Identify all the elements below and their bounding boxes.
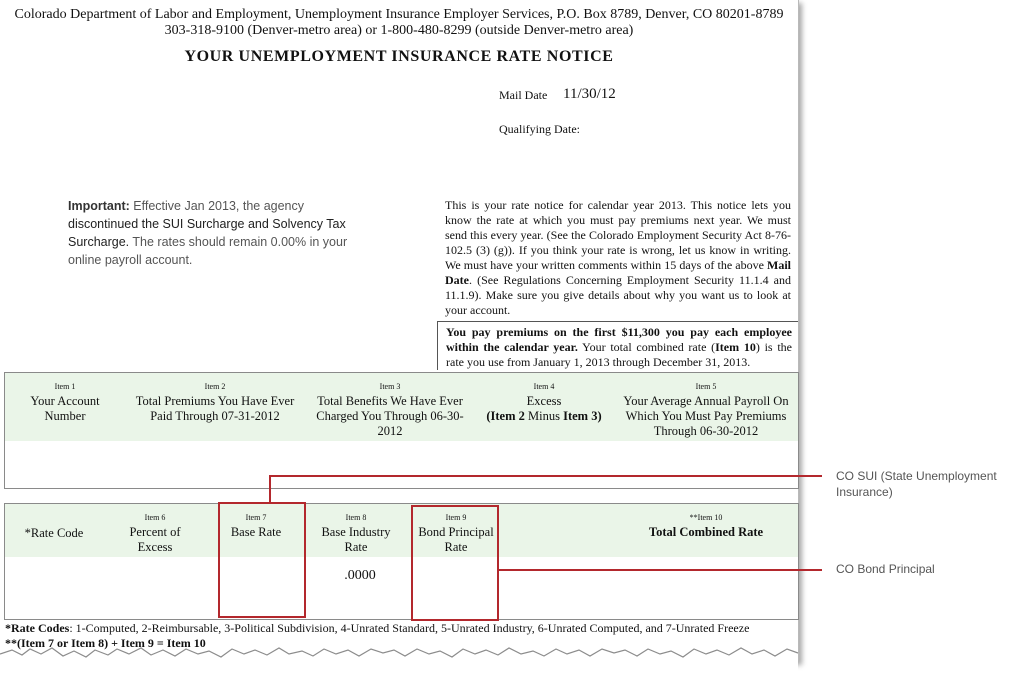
important-text-c: The rates should remain 0.00% in your online payroll account.	[68, 235, 348, 267]
item-10-label: Total Combined Rate	[648, 525, 764, 539]
item-1-column	[17, 382, 113, 424]
bond-principal-callout-box	[411, 505, 499, 621]
important-label: Important:	[68, 199, 130, 213]
item-4-label: Excess	[526, 394, 562, 408]
item-5-number: Item 5	[695, 382, 717, 391]
notice-text-1: This is your rate notice for calendar year 2013. This notice lets you know the rate at which you must pay premiums next year. We must send this every year. (See the Colorado Employment Security Act 8-76-102.5 (3) (g)). If you think your rate is wrong, let us know in writing. We must have your written comments within 15 days of the above	[445, 198, 791, 272]
bond-annotation: CO Bond Principal	[836, 562, 935, 576]
item-6-column	[113, 513, 197, 555]
notice-mail-date-ref: Mail Date	[445, 258, 791, 287]
item-4-item3-ref: Item 3	[563, 409, 598, 423]
mail-date-label: Mail Date	[499, 88, 548, 102]
notice-title: YOUR UNEMPLOYMENT INSURANCE RATE NOTICE	[184, 48, 614, 65]
item-9-label: Bond Principal Rate	[418, 525, 494, 554]
item-3-number: Item 3	[379, 382, 401, 391]
rate-codes-footnote	[5, 621, 749, 636]
item-6-number: Item 6	[144, 513, 166, 522]
item-1-label: Your Account Number	[30, 394, 100, 423]
premium-bold: You pay premiums on the first $11,300 you pay each employee within the calendar year.	[446, 325, 792, 354]
rate-codes-label: *Rate Codes	[5, 621, 70, 635]
item-9-number: Item 9	[445, 513, 467, 522]
premium-item10: Item 10	[715, 340, 756, 354]
item-4-minus: Minus	[524, 409, 564, 423]
item-2-column	[130, 382, 300, 424]
important-note	[68, 197, 368, 269]
mail-date-value: 11/30/12	[563, 86, 616, 102]
item-7-label: Base Rate	[230, 525, 282, 539]
premium-box	[437, 321, 798, 370]
torn-edge-graphic	[0, 640, 812, 680]
item-4-column	[479, 382, 609, 424]
rate-section	[4, 503, 799, 620]
rate-codes-text: : 1-Computed, 2-Reimbursable, 3-Political Subdivision, 4-Unrated Standard, 5-Unrated Industry, 6-Unrated Computed, and 7-Unrated Freeze	[69, 621, 750, 635]
premium-text	[446, 325, 792, 370]
base-rate-callout-box	[218, 502, 306, 618]
item-3-label: Total Benefits We Have Ever Charged You Through 06-30-2012	[316, 394, 464, 438]
item-6-label: Percent of Excess	[129, 525, 181, 554]
sui-connector-horizontal	[269, 475, 822, 477]
item-2-number: Item 2	[204, 382, 226, 391]
premium-text-a: Your total combined rate (	[577, 340, 716, 354]
item-8-column	[315, 513, 397, 555]
sui-connector-vertical	[269, 476, 271, 503]
agency-phone: 303-318-9100 (Denver-metro area) or 1-800-480-8299 (outside Denver-metro area)	[164, 23, 634, 38]
item-3-column	[307, 382, 473, 439]
item-2-label: Total Premiums You Have Ever Paid Through 07-31-2012	[135, 394, 295, 423]
item-8-label: Base Industry Rate	[321, 525, 391, 554]
agency-address: Colorado Department of Labor and Employment, Unemployment Insurance Employer Services, P.O. Box 8789, Denver, CO 80201-8789	[14, 7, 784, 22]
item-4-item2-ref: Item 2	[490, 409, 525, 423]
account-summary-section	[4, 372, 799, 489]
rate-code-column	[19, 526, 89, 541]
item-7-number: Item 7	[245, 513, 267, 522]
item-5-label: Your Average Annual Payroll On Which You Must Pay Premiums Through 06-30-2012	[623, 394, 789, 438]
rate-code-label: *Rate Code	[24, 526, 84, 540]
bond-connector-line	[498, 569, 822, 571]
item-8-number: Item 8	[345, 513, 367, 522]
item-4-close-paren: )	[597, 409, 602, 423]
formula-text: **(Item 7 or Item 8) + Item 9 = Item 10	[5, 636, 206, 650]
notice-text-2: . (See Regulations Concerning Employment Security 11.1.4 and 11.1.9). Make sure you give details about why you want us to look at your account.	[445, 273, 791, 317]
item-10-column	[617, 513, 795, 540]
important-text-b: discontinued the SUI Surcharge and Solvency Tax Surcharge.	[68, 217, 346, 249]
sui-annotation: CO SUI (State Unemployment Insurance)	[836, 469, 997, 499]
item-4-open-paren: (	[486, 409, 491, 423]
premium-text-b: ) is the rate you use from January 1, 2013 through December 31, 2013.	[446, 340, 792, 369]
qualifying-date-label: Qualifying Date:	[499, 122, 580, 136]
item-10-number: **Item 10	[689, 513, 723, 522]
item-4-number: Item 4	[533, 382, 555, 391]
item-5-column	[617, 382, 795, 439]
important-text-a: Effective Jan 2013, the agency	[129, 199, 305, 213]
notice-paragraph	[445, 198, 791, 318]
item-1-number: Item 1	[54, 382, 76, 391]
item-8-value: .0000	[344, 568, 376, 583]
